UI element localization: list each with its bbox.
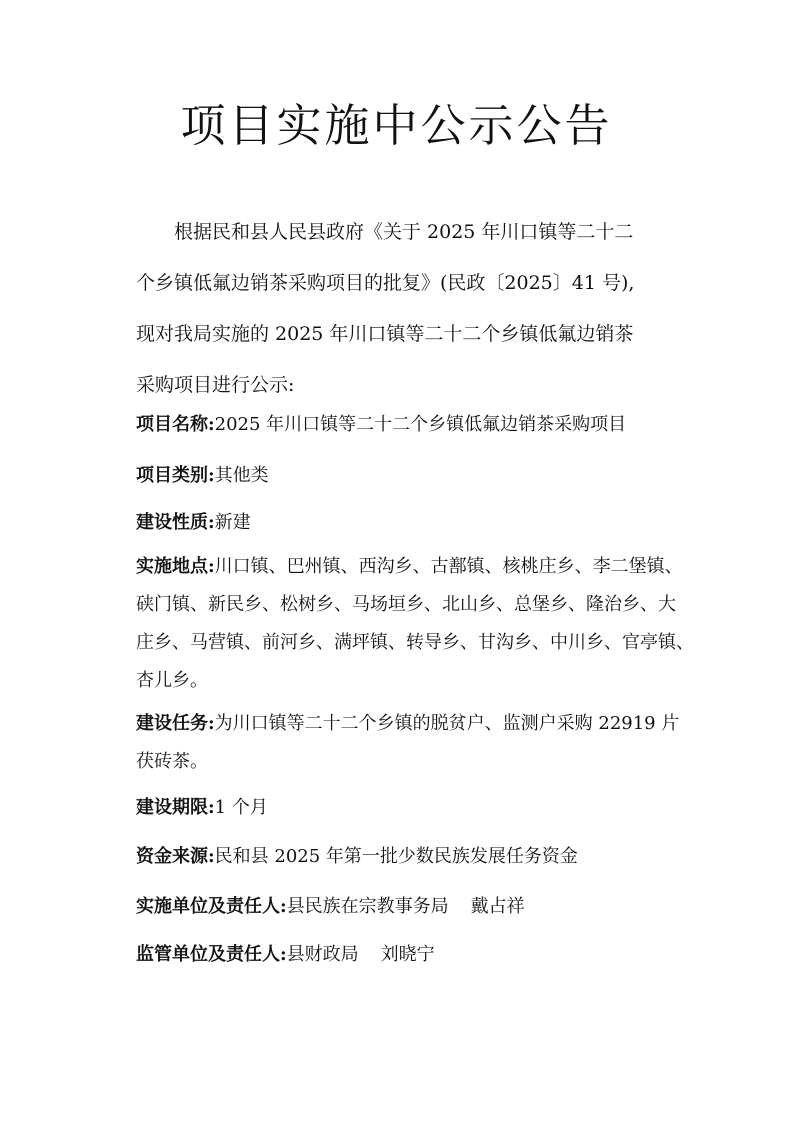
construction-period-field xyxy=(136,787,666,829)
construction-task-field xyxy=(136,705,680,781)
intro-paragraph xyxy=(136,207,666,411)
supervisor-person: 刘晓宁 xyxy=(380,944,435,965)
field-label: 建设期限: xyxy=(136,797,215,818)
fund-source-field xyxy=(136,836,666,878)
field-value: 1 个月 xyxy=(214,797,268,818)
supervisor-unit: 县财政局 xyxy=(286,944,359,965)
field-value: 为川口镇等二十二个乡镇的脱贫户、监测户采购 22919 片 xyxy=(214,713,680,734)
field-label: 实施单位及责任人: xyxy=(136,896,287,917)
field-label: 实施地点: xyxy=(136,556,215,577)
location-line: 庄乡、马营镇、前河乡、满坪镇、转导乡、甘沟乡、中川乡、官亭镇、 xyxy=(136,632,694,653)
intro-line: 现对我局实施的 2025 年川口镇等二十二个乡镇低氟边销茶 xyxy=(136,323,634,345)
project-name-field xyxy=(136,404,666,446)
field-label: 项目类别: xyxy=(136,465,215,486)
field-value: 其他类 xyxy=(214,465,269,486)
document-title: 项目实施中公示公告 xyxy=(180,99,613,152)
field-label: 建设任务: xyxy=(136,713,215,734)
implementer-unit: 县民族在宗教事务局 xyxy=(286,896,449,917)
location-line: 杏儿乡。 xyxy=(136,670,208,691)
task-line: 茯砖茶。 xyxy=(136,751,208,772)
task-line xyxy=(136,705,680,743)
construction-nature-field xyxy=(136,502,666,544)
location-line xyxy=(136,548,683,586)
implementer-person: 戴占祥 xyxy=(470,896,525,917)
field-label: 项目名称: xyxy=(136,414,215,435)
field-value: 川口镇、巴州镇、西沟乡、古鄯镇、核桃庄乡、李二堡镇、 xyxy=(214,556,683,577)
supervisor-field xyxy=(136,934,666,976)
location-field xyxy=(136,548,694,700)
implementer-field xyxy=(136,886,666,928)
field-value: 新建 xyxy=(214,512,251,533)
field-value: 2025 年川口镇等二十二个乡镇低氟边销茶采购项目 xyxy=(214,414,627,435)
field-label: 监管单位及责任人: xyxy=(136,944,287,965)
location-line: 硖门镇、新民乡、松树乡、马场垣乡、北山乡、总堡乡、隆治乡、大 xyxy=(136,594,676,615)
project-type-field xyxy=(136,455,666,497)
field-label: 资金来源: xyxy=(136,846,215,867)
field-label: 建设性质: xyxy=(136,512,215,533)
intro-line: 个乡镇低氟边销茶采购项目的批复》(民政〔2025〕41 号), xyxy=(136,272,635,294)
intro-line: 根据民和县人民县政府《关于 2025 年川口镇等二十二 xyxy=(174,221,634,243)
field-value: 民和县 2025 年第一批少数民族发展任务资金 xyxy=(214,846,578,867)
intro-line: 采购项目进行公示: xyxy=(136,374,295,396)
